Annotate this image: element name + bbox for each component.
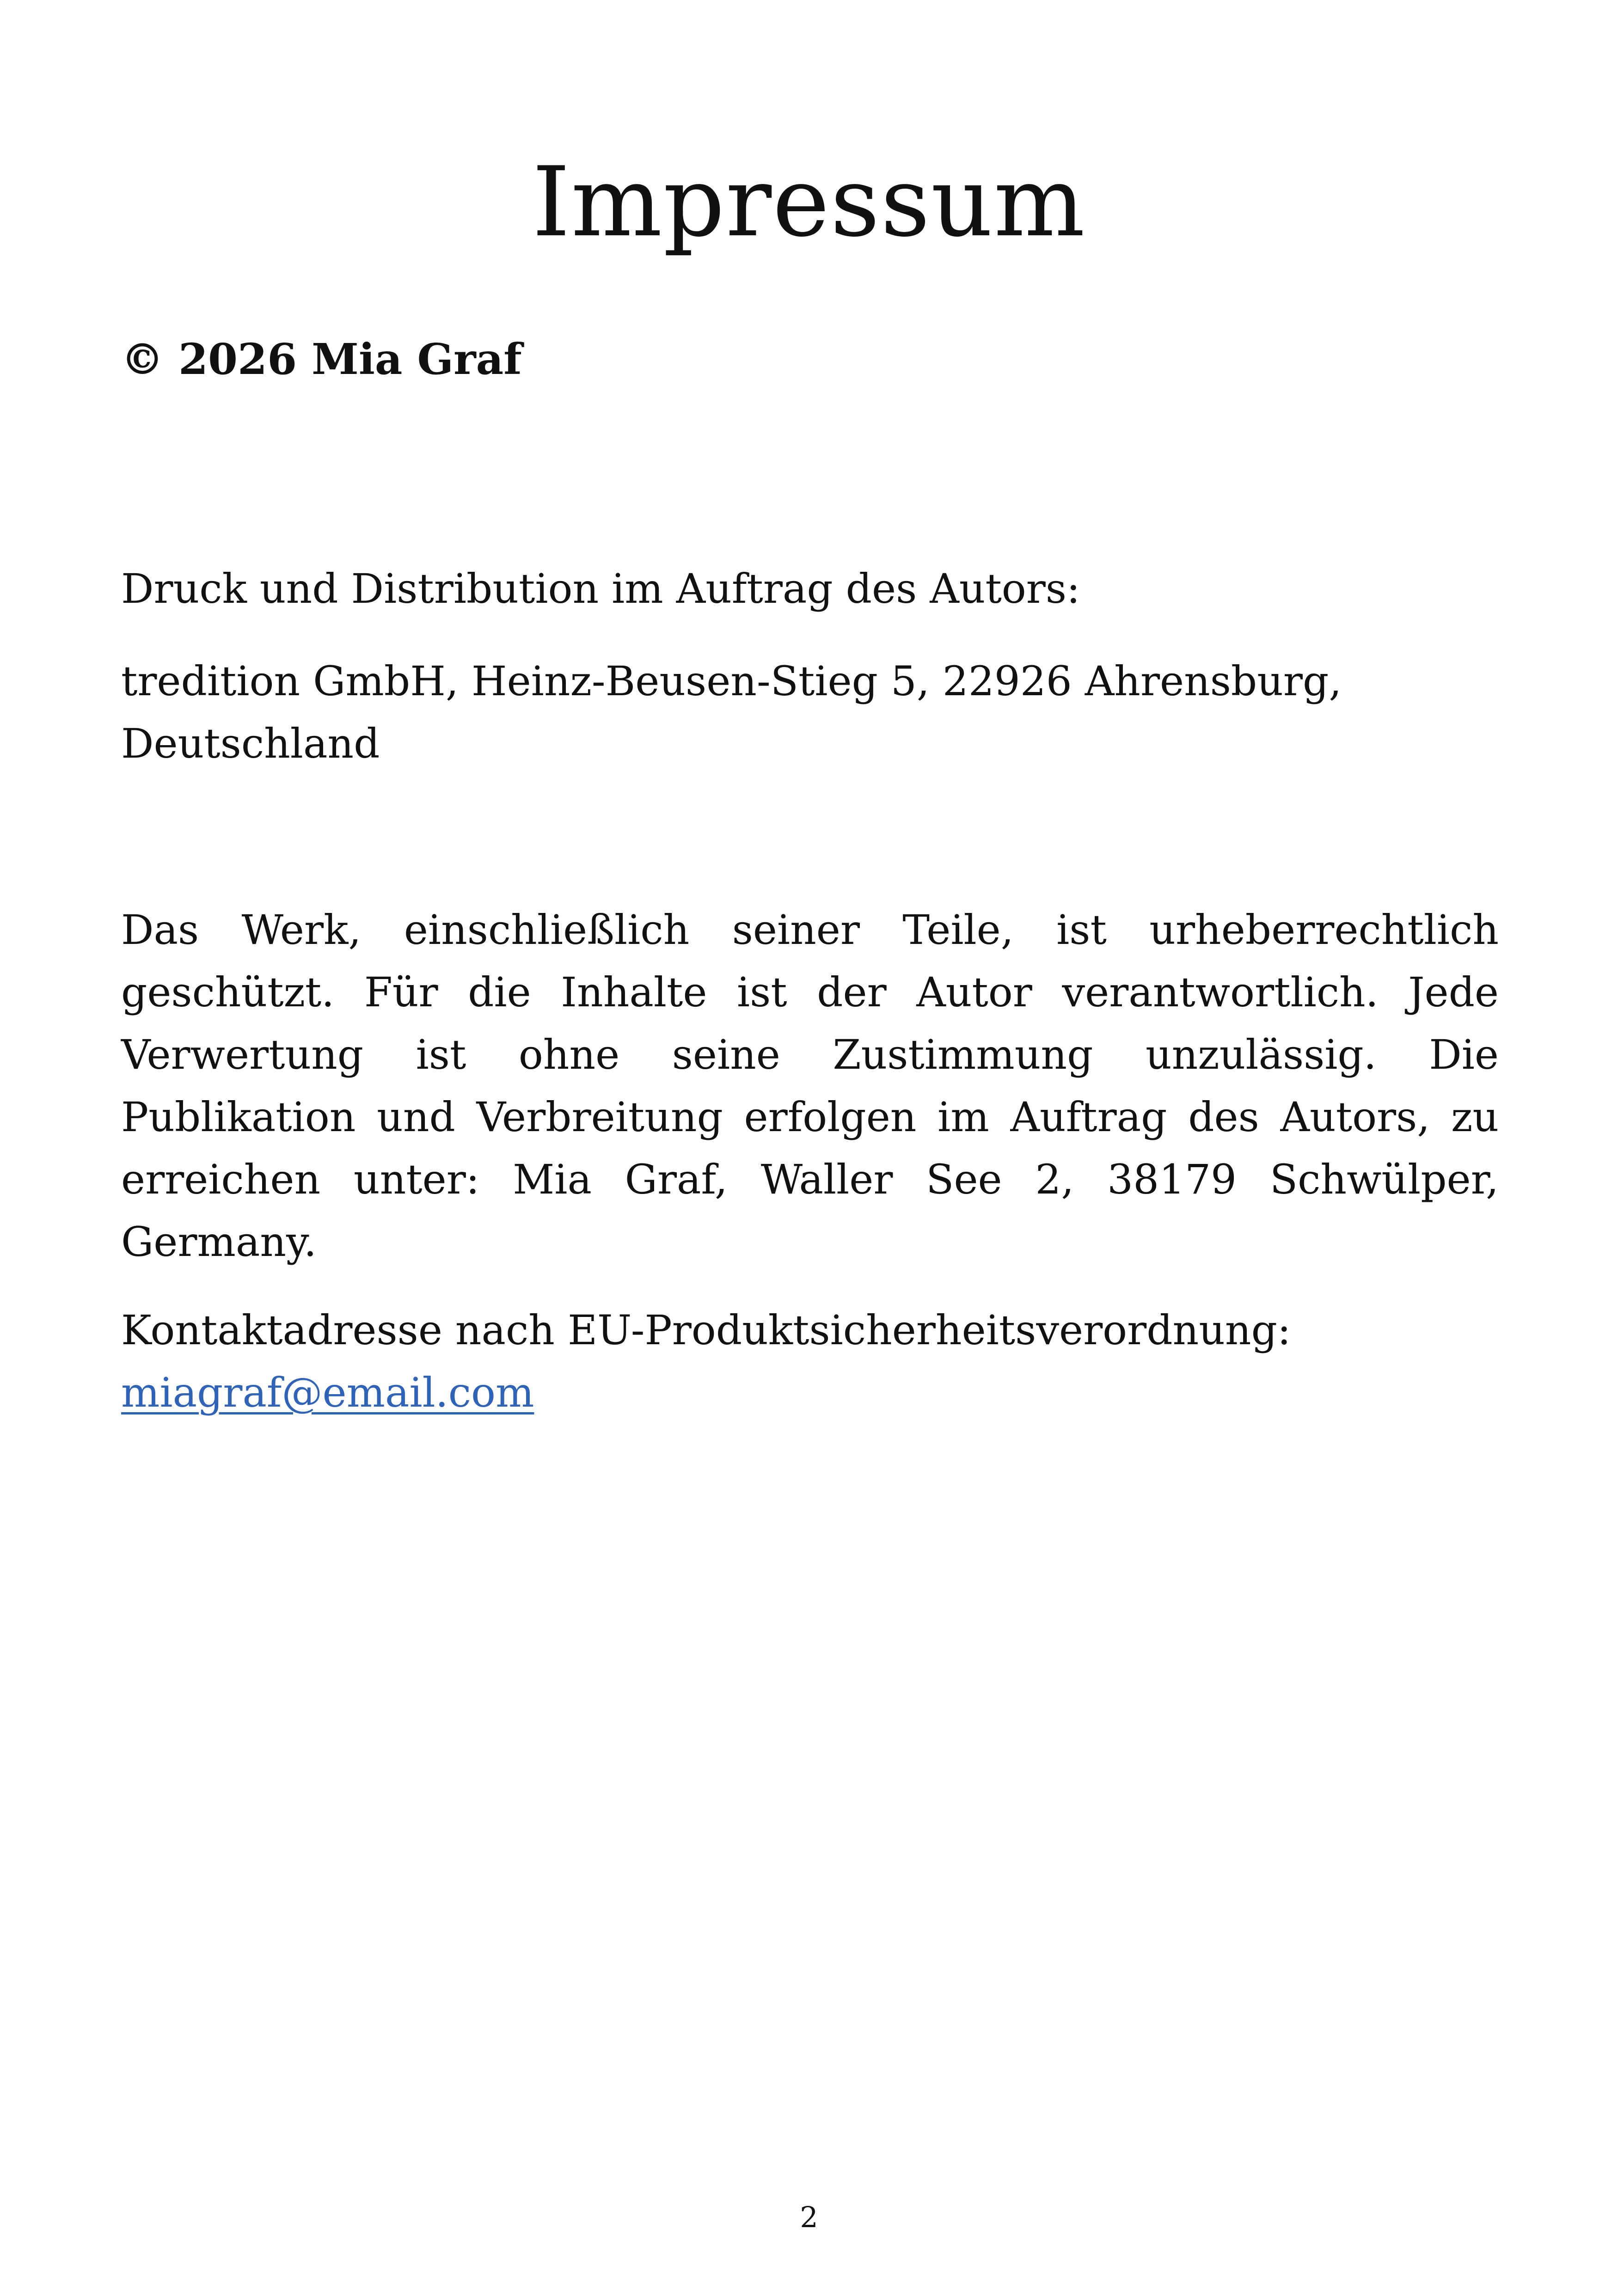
print-distribution-label: Druck und Distribution im Auftrag des Autors:: [121, 565, 1080, 612]
copyright-notice: © 2026 Mia Graf: [121, 334, 522, 384]
publisher-address: tredition GmbH, Heinz-Beusen-Stieg 5, 22926 Ahrensburg, Deutschland: [121, 657, 1342, 767]
copyright-rights-paragraph: Das Werk, einschließlich seiner Teile, ist urheberrechtlich geschützt. Für die Inhalte ist der Autor verantwortlich. Jede Verwertung ist ohne seine Zustimmung unzulässig. Die Publikation und Verbreitung erfolgen im Auftrag des Autors, zu erreichen unter: Mia Graf, Waller See 2, 38179 Schwülper, Germany.: [121, 906, 1499, 1266]
contact-label: Kontaktadresse nach EU-Produktsicherheitsverordnung:: [121, 1306, 1291, 1354]
contact-email-link[interactable]: miagraf@email.com: [121, 1369, 534, 1416]
contact-section: [121, 1299, 1499, 1424]
page-title: Impressum: [532, 147, 1086, 259]
page-number: 2: [800, 2200, 818, 2234]
